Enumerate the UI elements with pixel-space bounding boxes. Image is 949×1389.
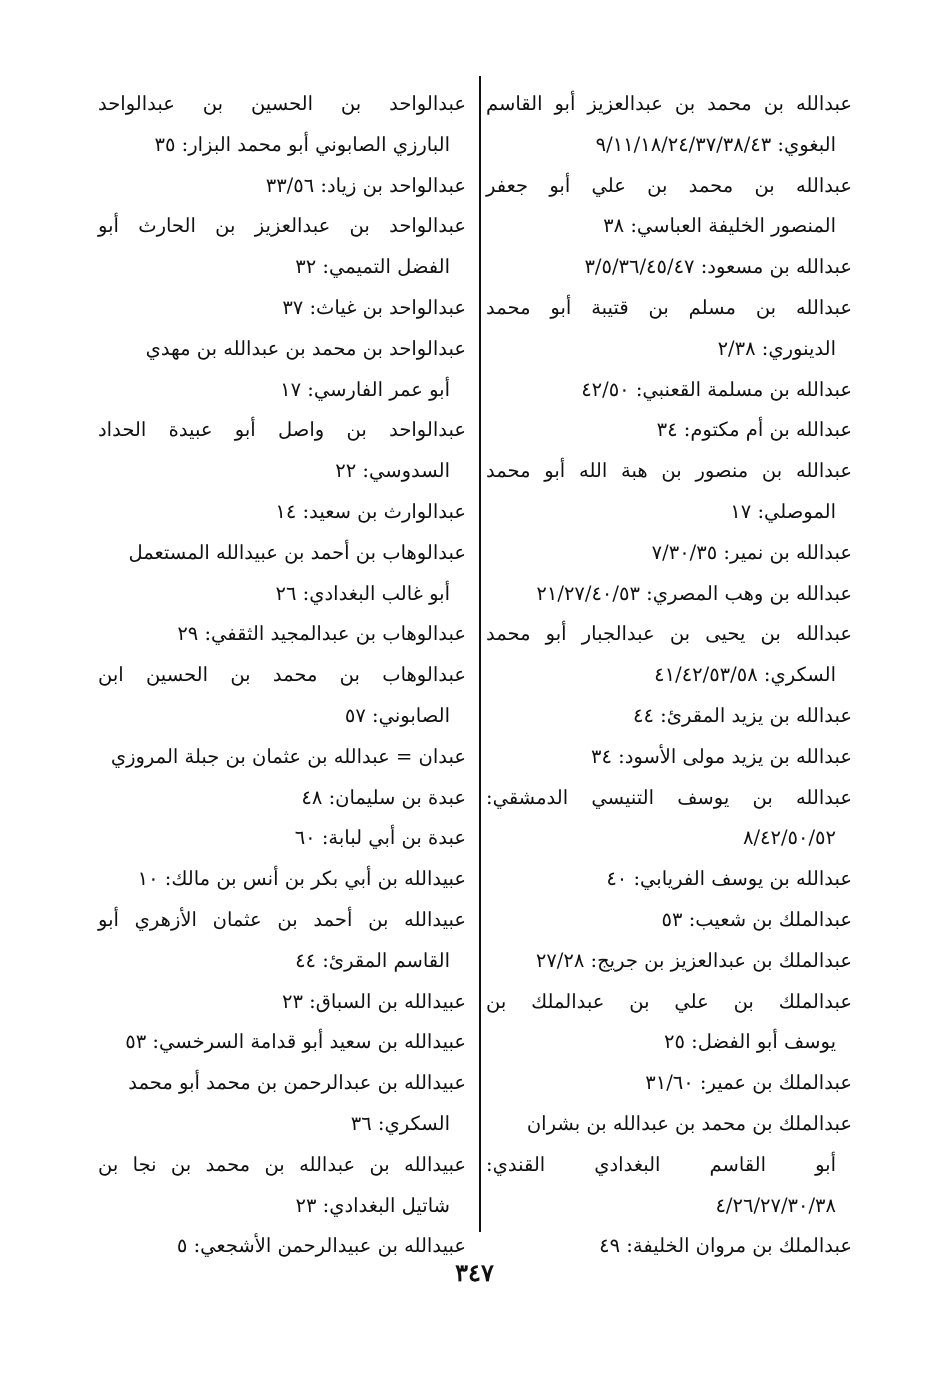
index-entry: عبيدالله بن السباق: ٢٣ xyxy=(281,989,466,1013)
index-entry: عبدالواحد بن عبدالعزيز بن الحارث أبو xyxy=(98,214,466,238)
index-entry: عبدالملك بن شعيب: ٥٣ xyxy=(661,907,852,931)
index-entry: عبدالملك بن مروان الخليفة: ٤٩ xyxy=(599,1234,852,1258)
index-entry: عبدالواحد بن واصل أبو عبيدة الحداد xyxy=(98,418,466,442)
index-entry: عبدالله بن مسعود: ٣/٥/٣٦/٤٥/٤٧ xyxy=(584,255,852,279)
index-entry: عبدة بن سليمان: ٤٨ xyxy=(301,785,466,809)
index-entry-continuation: القاسم المقرئ: ٤٤ xyxy=(295,948,450,972)
index-entry-continuation: المنصور الخليفة العباسي: ٣٨ xyxy=(603,214,836,238)
index-entry: عبدالوهاب بن أحمد بن عبيدالله المستعمل xyxy=(128,540,466,564)
index-entry: عبدالواحد بن محمد بن عبدالله بن مهدي xyxy=(145,336,466,360)
index-column-left xyxy=(98,84,466,1267)
index-entry-continuation: أبو عمر الفارسي: ١٧ xyxy=(280,377,450,401)
index-entry: عبدالواحد بن غياث: ٣٧ xyxy=(282,295,466,319)
index-entry-continuation: البارزي الصابوني أبو محمد البزار: ٣٥ xyxy=(154,132,450,156)
index-column-right xyxy=(486,84,852,1267)
index-entry: عبيدالله بن سعيد أبو قدامة السرخسي: ٥٣ xyxy=(125,1030,466,1054)
index-entry: عبدالله بن مسلمة القعنبي: ٤٢/٥٠ xyxy=(581,377,852,401)
index-entry: عبيدالله بن أحمد بن عثمان الأزهري أبو xyxy=(98,907,466,931)
index-entry-continuation: يوسف أبو الفضل: ٢٥ xyxy=(664,1030,836,1054)
index-entry: عبدالله بن أم مكتوم: ٣٤ xyxy=(656,418,852,442)
index-entry: عبيدالله بن عبدالله بن محمد بن نجا بن xyxy=(98,1152,466,1176)
index-entry: عبيدالله بن عبدالرحمن بن محمد أبو محمد xyxy=(128,1071,466,1095)
column-divider xyxy=(479,76,481,1232)
index-entry: عبدالملك بن عبدالعزيز بن جريج: ٢٧/٢٨ xyxy=(535,948,852,972)
index-entry: عبدالله بن يحيى بن عبدالجبار أبو محمد xyxy=(486,622,852,646)
index-entry: عبدالله بن محمد بن عبدالعزيز أبو القاسم xyxy=(486,92,852,115)
index-entry: عبدالله بن يوسف التنيسي الدمشقي: xyxy=(486,785,852,809)
index-entry: عبدالوارث بن سعيد: ١٤ xyxy=(275,499,466,523)
index-entry: عبدالملك بن محمد بن عبدالله بن بشران xyxy=(526,1111,852,1135)
index-entry-continuation: البغوي: ٩/١١/١٨/٢٤/٣٧/٣٨/٤٣ xyxy=(595,132,836,156)
index-entry: عبدالله بن محمد بن علي أبو جعفر xyxy=(486,173,852,197)
index-entry-continuation: أبو غالب البغدادي: ٢٦ xyxy=(275,581,450,605)
index-entry-continuation: السدوسي: ٢٢ xyxy=(335,459,450,483)
index-entry: عبدالواحد بن زياد: ٣٣/٥٦ xyxy=(265,173,466,197)
index-entry-continuation: السكري: ٣٦ xyxy=(350,1111,450,1135)
index-entry-continuation: أبو القاسم البغدادي القندي: xyxy=(486,1152,836,1176)
index-entry: عبدالله بن وهب المصري: ٢١/٢٧/٤٠/٥٣ xyxy=(536,581,852,605)
index-entry-continuation: شاتيل البغدادي: ٢٣ xyxy=(295,1193,450,1217)
index-entry-continuation: الفضل التميمي: ٣٢ xyxy=(295,255,450,279)
index-entry: عبدة بن أبي لبابة: ٦٠ xyxy=(294,826,466,850)
page-number: ٣٤٧ xyxy=(455,1258,494,1287)
index-entry: عبدالله بن مسلم بن قتيبة أبو محمد xyxy=(486,295,852,319)
index-entry: عبدالله بن منصور بن هبة الله أبو محمد xyxy=(486,459,852,483)
index-entry-continuation: السكري: ٤١/٤٢/٥٣/٥٨ xyxy=(654,663,836,687)
index-entry: عبدالوهاب بن عبدالمجيد الثقفي: ٢٩ xyxy=(177,622,466,646)
index-entry-continuation: الصابوني: ٥٧ xyxy=(344,703,450,727)
index-entry: عبدالله بن يوسف الفريابي: ٤٠ xyxy=(606,867,852,891)
index-entry: عبيدالله بن أبي بكر بن أنس بن مالك: ١٠ xyxy=(137,867,466,891)
index-entry: عبيدالله بن عبيدالرحمن الأشجعي: ٥ xyxy=(176,1234,466,1258)
index-entry: عبدان = عبدالله بن عثمان بن جبلة المروزي xyxy=(110,744,466,768)
index-entry: عبدالله بن نمير: ٧/٣٠/٣٥ xyxy=(651,540,852,564)
index-entry-continuation: ٤/٢٦/٢٧/٣٠/٣٨ xyxy=(715,1193,836,1217)
index-entry: عبدالملك بن عمير: ٣١/٦٠ xyxy=(645,1071,852,1095)
index-entry: عبدالواحد بن الحسين بن عبدالواحد xyxy=(98,92,466,115)
index-entry-continuation: الموصلي: ١٧ xyxy=(730,499,836,523)
index-entry-continuation: ٨/٤٢/٥٠/٥٢ xyxy=(742,826,836,850)
index-entry: عبدالملك بن علي بن عبدالملك بن xyxy=(486,989,852,1013)
index-entry-continuation: الدينوري: ٢/٣٨ xyxy=(717,336,836,360)
index-entry: عبدالله بن يزيد المقرئ: ٤٤ xyxy=(633,703,852,727)
index-entry: عبدالوهاب بن محمد بن الحسين ابن xyxy=(98,663,466,687)
index-entry: عبدالله بن يزيد مولى الأسود: ٣٤ xyxy=(590,744,852,768)
